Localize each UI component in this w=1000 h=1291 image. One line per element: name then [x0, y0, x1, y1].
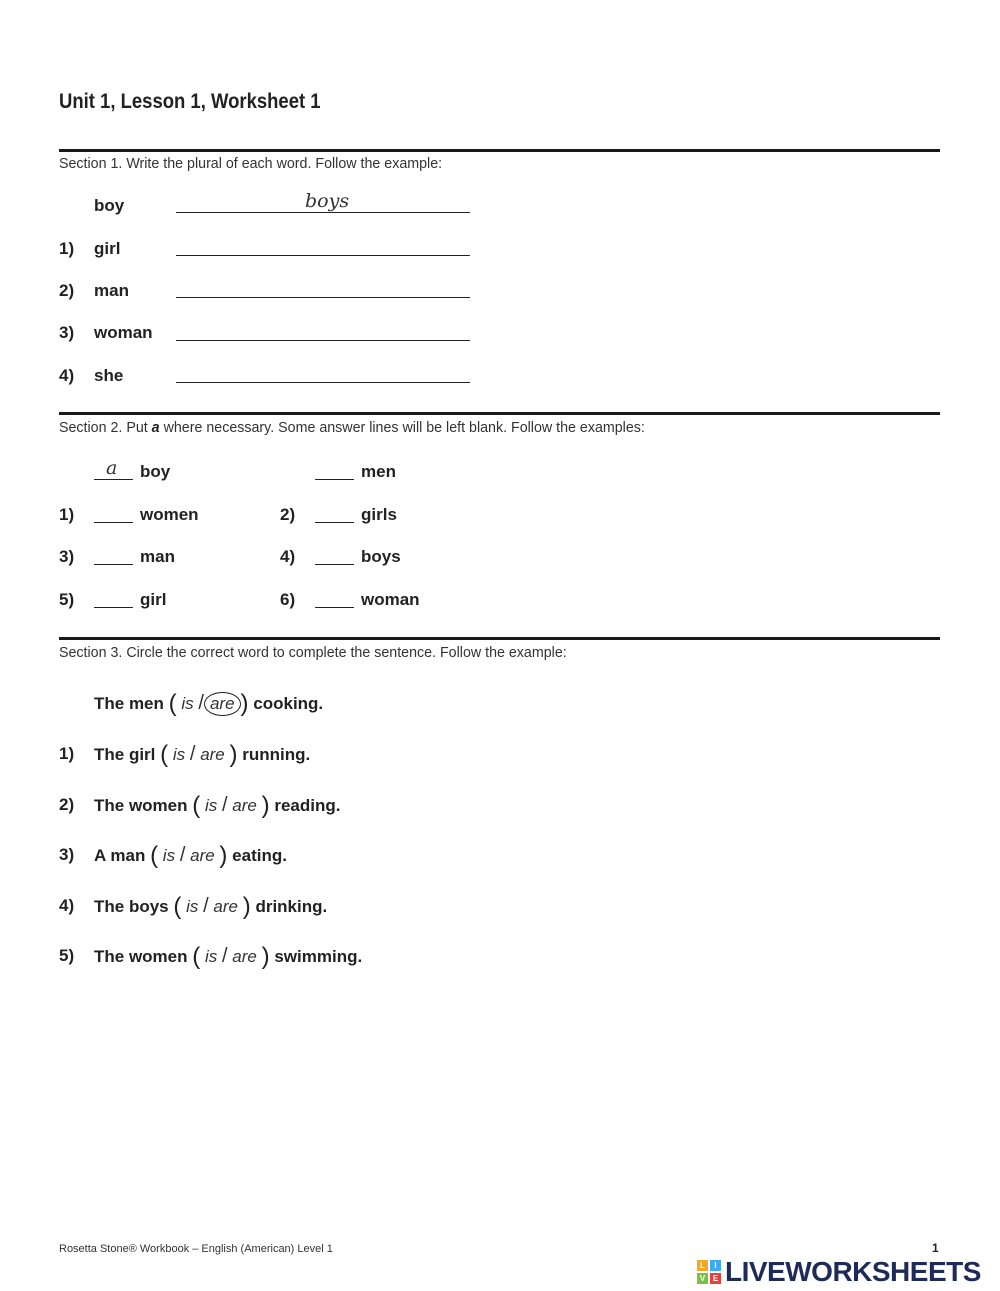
section-divider — [59, 637, 940, 640]
item-word: girl — [140, 590, 167, 609]
blank-1[interactable] — [94, 522, 133, 523]
item-word: boy — [140, 462, 171, 481]
circled-answer: are — [204, 692, 241, 716]
item-number: 4) — [59, 896, 75, 915]
sentence-item: The women ( is / are ) reading. — [94, 792, 341, 819]
section-divider — [59, 149, 940, 152]
item-number: 2) — [59, 281, 75, 300]
sentence-item: The boys ( is / are ) drinking. — [94, 893, 328, 920]
page-title: Unit 1, Lesson 1, Worksheet 1 — [59, 90, 321, 113]
option-are[interactable]: are — [232, 796, 257, 815]
example-blank — [315, 479, 354, 480]
item-number: 4) — [59, 366, 75, 385]
item-number: 5) — [59, 946, 75, 965]
section3-instruction: Section 3. Circle the correct word to complete the sentence. Follow the example: — [59, 644, 567, 661]
item-word: man — [140, 547, 175, 566]
answer-line-1[interactable] — [176, 255, 470, 256]
item-number: 6) — [280, 590, 296, 609]
answer-line-2[interactable] — [176, 297, 470, 298]
item-number: 2) — [59, 795, 75, 814]
example-answer: a — [106, 457, 118, 479]
item-word: boys — [361, 547, 401, 566]
example-answer-line — [176, 212, 470, 213]
blank-2[interactable] — [315, 522, 354, 523]
page-number: 1 — [932, 1241, 939, 1255]
section1-instruction: Section 1. Write the plural of each word. Follow the example: — [59, 155, 443, 172]
footer-credit: Rosetta Stone® Workbook – English (American) Level 1 — [59, 1243, 333, 1255]
blank-4[interactable] — [315, 564, 354, 565]
item-number: 1) — [59, 239, 75, 258]
blank-5[interactable] — [94, 607, 133, 608]
sentence-item: The women ( is / are ) swimming. — [94, 943, 363, 970]
item-word: men — [361, 462, 396, 481]
liveworksheets-logo[interactable] — [697, 1256, 981, 1288]
sentence-item: The girl ( is / are ) running. — [94, 741, 311, 768]
item-word: she — [94, 366, 124, 385]
example-blank — [94, 479, 133, 480]
example-answer: boys — [305, 190, 350, 212]
item-number: 3) — [59, 323, 75, 342]
answer-line-4[interactable] — [176, 382, 470, 383]
item-word: girls — [361, 505, 397, 524]
item-number: 1) — [59, 505, 75, 524]
section-divider — [59, 412, 940, 415]
item-number: 3) — [59, 845, 75, 864]
item-number: 3) — [59, 547, 75, 566]
logo-blocks-icon — [697, 1260, 721, 1284]
option-are[interactable]: are — [200, 745, 225, 764]
option-is[interactable]: is — [204, 947, 218, 966]
option-is[interactable]: is — [186, 897, 199, 916]
item-word: women — [140, 505, 199, 524]
logo-block: L — [697, 1260, 708, 1271]
sentence-item: A man ( is / are ) eating. — [94, 842, 287, 869]
item-word: man — [94, 281, 129, 300]
option-is[interactable]: is — [162, 846, 176, 865]
section2-instruction: Section 2. Put a where necessary. Some answer lines will be left blank. Follow the examples: — [59, 419, 645, 436]
logo-text: LIVEWORKSHEETS — [725, 1256, 981, 1287]
option-are[interactable]: are — [213, 897, 238, 916]
example-sentence: The men ( is / are ) cooking. — [94, 690, 324, 717]
blank-3[interactable] — [94, 564, 133, 565]
logo-block: E — [710, 1273, 721, 1284]
option-are[interactable]: are — [232, 947, 257, 966]
option-is[interactable]: is — [204, 796, 218, 815]
answer-line-3[interactable] — [176, 340, 470, 341]
item-word: girl — [94, 239, 121, 258]
item-number: 4) — [280, 547, 296, 566]
item-word: woman — [361, 590, 420, 609]
example-word: boy — [94, 196, 125, 215]
item-word: woman — [94, 323, 153, 342]
logo-block: V — [697, 1273, 708, 1284]
item-number: 1) — [59, 744, 75, 763]
blank-6[interactable] — [315, 607, 354, 608]
option-is[interactable]: is — [172, 745, 186, 764]
option-are[interactable]: are — [190, 846, 215, 865]
logo-block: I — [710, 1260, 721, 1271]
item-number: 5) — [59, 590, 75, 609]
item-number: 2) — [280, 505, 296, 524]
